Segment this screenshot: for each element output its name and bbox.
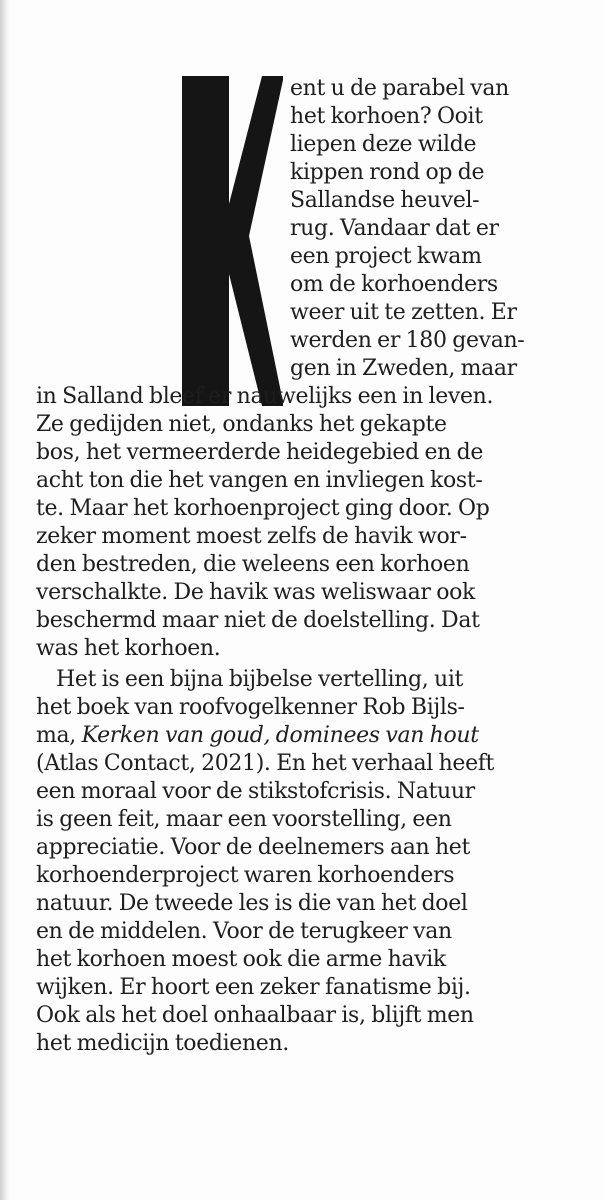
- paragraph-2-line: het korhoen moest ook die arme havik: [36, 947, 446, 972]
- paragraph-1-line: kippen rond op de: [290, 160, 485, 185]
- paragraph-2-line: [36, 722, 479, 750]
- paragraph-2-line: Ook als het doel onhaalbaar is, blijft men: [36, 1003, 474, 1028]
- paragraph-1-line: zeker moment moest zelfs de havik wor-: [36, 524, 467, 549]
- paragraph-1-line: Ze gedijden niet, ondanks het gekapte: [36, 412, 447, 437]
- paragraph-1-line: liepen deze wilde: [290, 132, 477, 157]
- paragraph-2-line: het medicijn toedienen.: [36, 1031, 289, 1056]
- paragraph-2-line: een moraal voor de stikstofcrisis. Natuur: [36, 779, 475, 804]
- paragraph-1-line: beschermd maar niet de doelstelling. Dat: [36, 608, 480, 633]
- paragraph-2-line-lead: ma,: [36, 723, 82, 748]
- book-title: Kerken van goud, dominees van hout: [81, 723, 479, 748]
- paragraph-2-line: is geen feit, maar een voorstelling, een: [36, 807, 452, 832]
- paragraph-2-line: korhoenderproject waren korhoenders: [36, 863, 455, 888]
- paragraph-2-line: het boek van roofvogelkenner Rob Bijls-: [36, 695, 465, 720]
- paragraph-1-line: Sallandse heuvel-: [290, 188, 480, 213]
- paragraph-2-line: Het is een bijna bijbelse vertelling, uit: [56, 667, 464, 692]
- paragraph-1-line: weer uit te zetten. Er: [290, 300, 517, 325]
- paragraph-1-line: gen in Zweden, maar: [290, 356, 517, 381]
- paragraph-1-line: verschalkte. De havik was weliswaar ook: [36, 580, 475, 605]
- paragraph-2-line: en de middelen. Voor de terugkeer van: [36, 919, 452, 944]
- paragraph-1-line: in Salland bleef er nauwelijks een in leven.: [36, 384, 494, 409]
- paragraph-2-line: (Atlas Contact, 2021). En het verhaal heeft: [36, 751, 495, 776]
- paragraph-1-line: den bestreden, die weleens een korhoen: [36, 552, 470, 577]
- paragraph-1-line: een project kwam: [290, 244, 482, 269]
- paragraph-1-line: om de korhoenders: [290, 272, 498, 297]
- drop-cap-letter: [182, 76, 283, 406]
- paragraph-1-line: te. Maar het korhoenproject ging door. Op: [36, 496, 490, 521]
- paragraph-2-line: appreciatie. Voor de deelnemers aan het: [36, 835, 470, 860]
- paragraph-1-line: was het korhoen.: [36, 636, 221, 661]
- paragraph-2-line: natuur. De tweede les is die van het doel: [36, 891, 468, 916]
- paragraph-1-line: werden er 180 gevan-: [290, 328, 525, 353]
- paragraph-2-line: wijken. Er hoort een zeker fanatisme bij.: [36, 975, 471, 1000]
- paragraph-1-line: rug. Vandaar dat er: [290, 216, 499, 241]
- paragraph-1-line: bos, het vermeerderde heidegebied en de: [36, 440, 484, 465]
- paragraph-1-line: het korhoen? Ooit: [290, 104, 483, 129]
- paragraph-1-line: ent u de parabel van: [290, 76, 509, 101]
- paragraph-1-line: acht ton die het vangen en invliegen kost-: [36, 468, 483, 493]
